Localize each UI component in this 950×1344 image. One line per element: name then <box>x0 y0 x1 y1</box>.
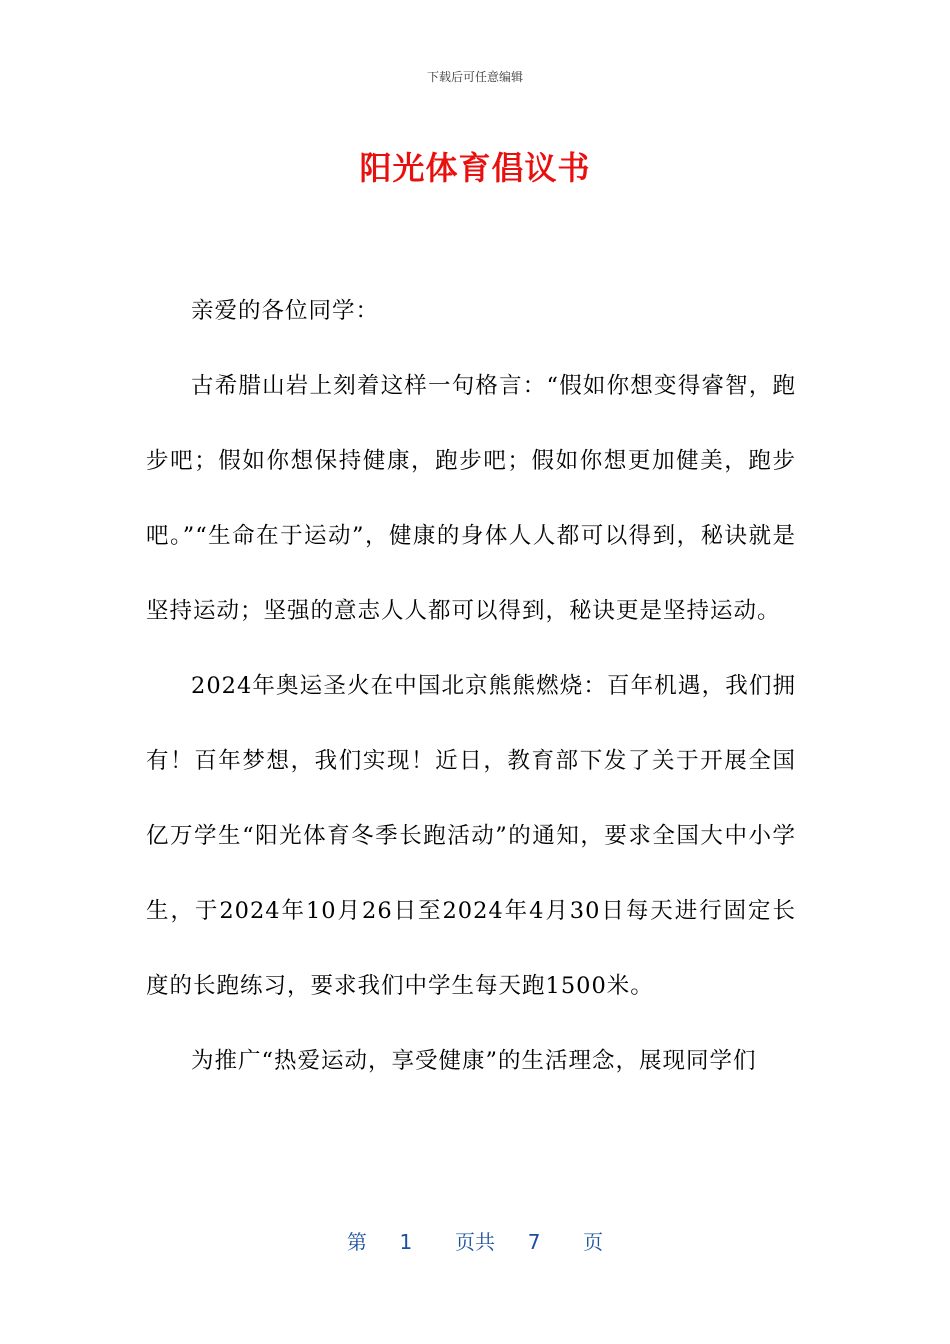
document-body <box>146 274 796 1099</box>
footer-current-page: 1 <box>399 1230 413 1254</box>
footer-total-pages: 7 <box>527 1230 541 1254</box>
footer-middle: 页共 <box>455 1230 495 1254</box>
footer-prefix: 第 <box>346 1230 367 1254</box>
body-paragraph: 古希腊山岩上刻着这样一句格言：“假如你想变得睿智，跑步吧；假如你想保持健康，跑步吧；假如你想更加健美，跑步吧。”“生命在于运动”，健康的身体人人都可以得到，秘诀就是坚持运动；坚强的意志人人都可以得到，秘诀更是坚持运动。 <box>146 373 796 624</box>
salutation-paragraph: 亲爱的各位同学： <box>191 298 380 324</box>
header-note: 下载后可任意编辑 <box>426 70 523 84</box>
footer-suffix: 页 <box>583 1230 604 1254</box>
page-footer <box>0 1226 950 1255</box>
document-title: 阳光体育倡议书 <box>359 149 591 187</box>
body-paragraph: 为推广“热爱运动，享受健康”的生活理念，展现同学们 <box>191 1048 757 1074</box>
body-paragraph: 2024年奥运圣火在中国北京熊熊燃烧：百年机遇，我们拥有！百年梦想，我们实现！近日，教育部下发了关于开展全国亿万学生“阳光体育冬季长跑活动”的通知，要求全国大中小学生，于2024年10月26日至2024年4月30日每天进行固定长度的长跑练习，要求我们中学生每天跑1500米。 <box>146 673 796 999</box>
